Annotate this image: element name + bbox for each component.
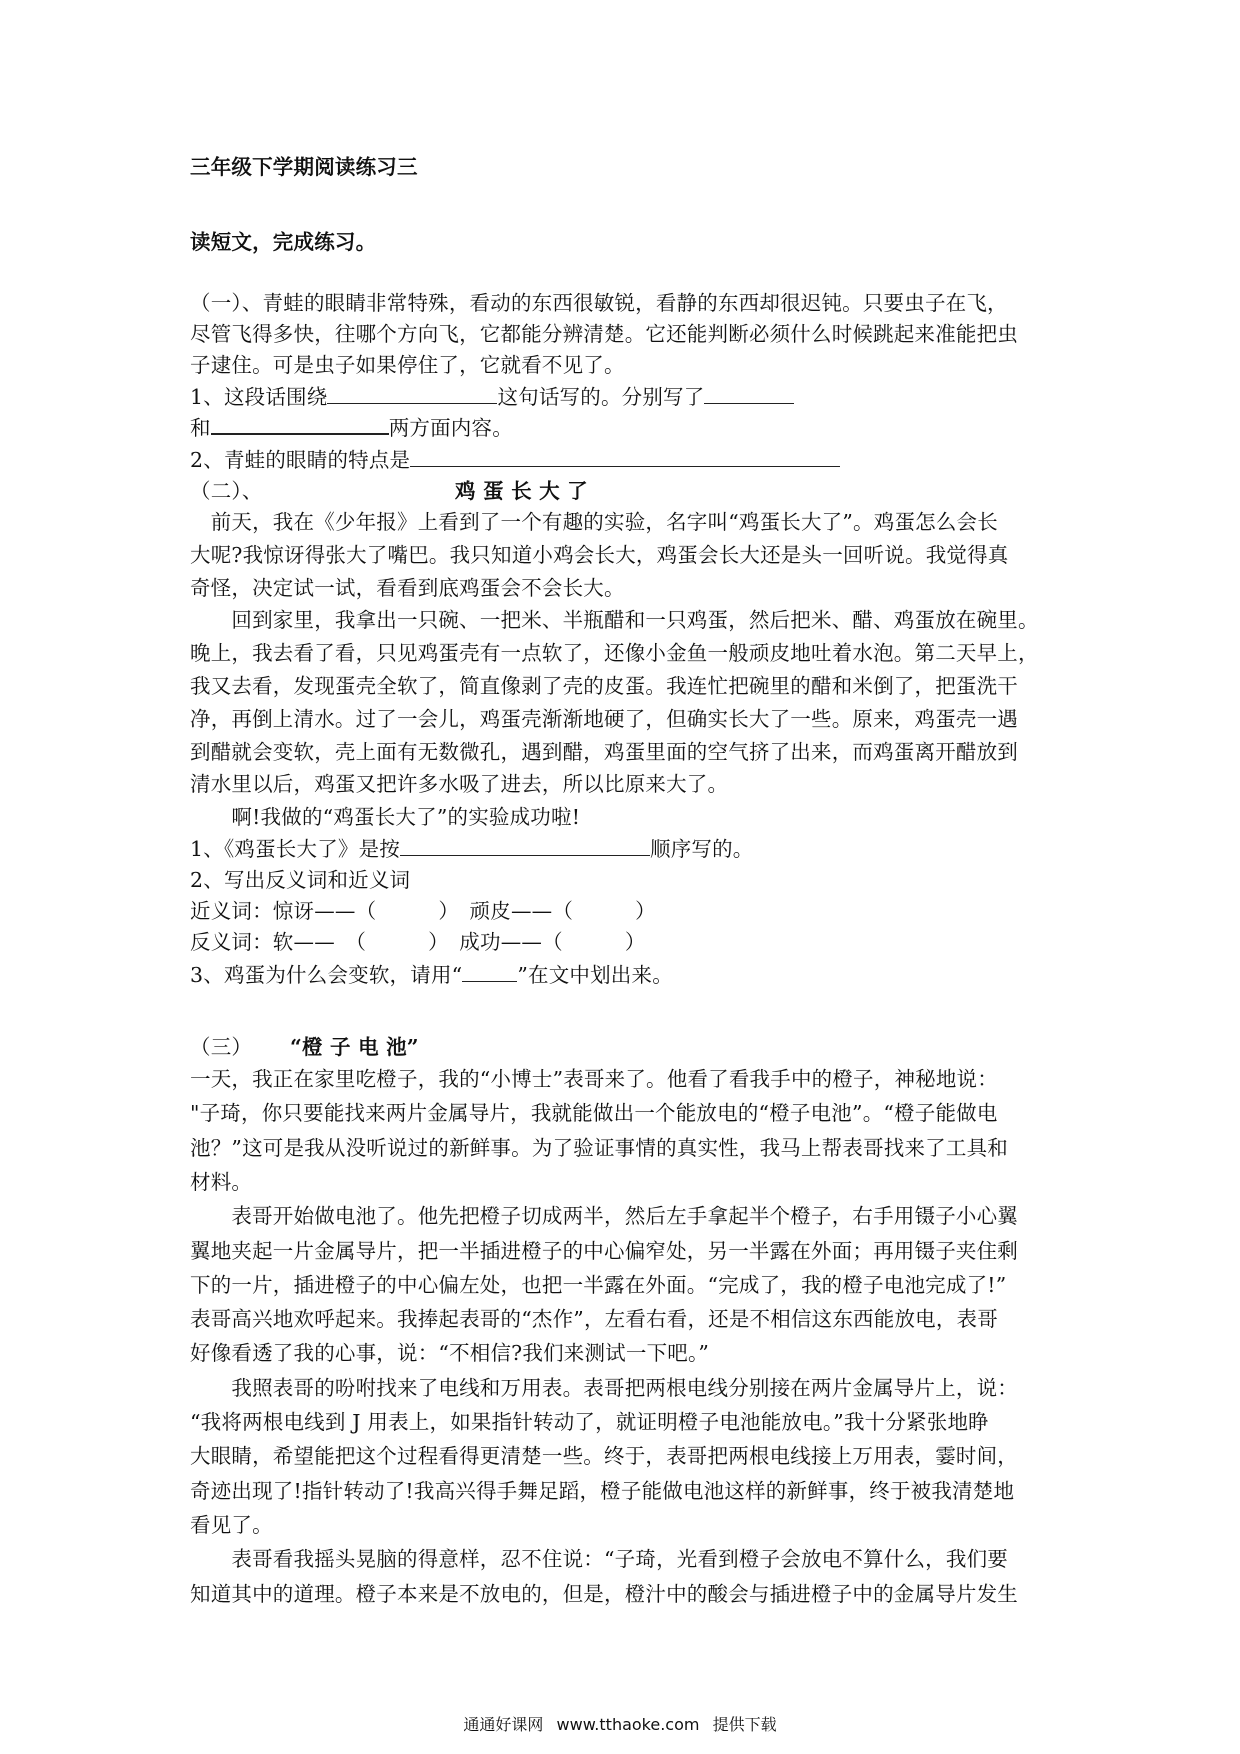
passage-line: 大眼睛，希望能把这个过程看得更清楚一些。终于，表哥把两根电线接上万用表，霎时间， (190, 1444, 1018, 1469)
answer-blank[interactable] (410, 448, 840, 467)
answer-blank[interactable] (327, 385, 497, 404)
passage-line: 一天，我正在家里吃橙子，我的“小博士”表哥来了。他看了看我手中的橙子，神秘地说： (190, 1067, 998, 1091)
passage-line: 晚上，我去看了看，只见鸡蛋壳有一点软了，还像小金鱼一般顽皮地吐着水泡。第二天早上， (190, 641, 1039, 666)
question-text: 2、青蛙的眼睛的特点是 (190, 448, 411, 472)
section-label: （二）、 (190, 479, 263, 503)
question-2-2: 2、写出反义词和近义词 (190, 868, 411, 892)
passage-line: "子琦，你只要能找来两片金属导片，我就能做出一个能放电的“橙子电池”。“橙子能做电 (190, 1101, 998, 1126)
page-title: 三年级下学期阅读练习三 (190, 155, 418, 179)
question-text: 和 (190, 416, 211, 440)
passage-line: 奇迹出现了!指针转动了!我高兴得手舞足蹈，橙子能做电池这样的新鲜事，终于被我清楚地 (190, 1478, 1015, 1503)
section-label: （三） (190, 1035, 253, 1059)
question-text: 两方面内容。 (388, 416, 513, 440)
passage-line: 表哥高兴地欢呼起来。我捧起表哥的“杰作”，左看右看，还是不相信这东西能放电，表哥 (190, 1307, 998, 1332)
passage-line: 我照表哥的吩咐找来了电线和万用表。表哥把两根电线分别接在两片金属导片上，说： (190, 1375, 1018, 1400)
passage-line: 前天，我在《少年报》上看到了一个有趣的实验，名字叫“鸡蛋长大了”。鸡蛋怎么会长 (190, 510, 998, 534)
footer (0, 1712, 1240, 1735)
question-text: 1、《鸡蛋长大了》是按 (190, 837, 400, 861)
passage-line: 材料。 (190, 1169, 253, 1194)
passage-line: 清水里以后，鸡蛋又把许多水吸了进去，所以比原来大了。 (190, 772, 729, 797)
footer-site-name: 通通好课网 (463, 1715, 544, 1734)
question-1-2 (190, 443, 1060, 473)
passage-line: 回到家里，我拿出一只碗、一把米、半瓶醋和一只鸡蛋，然后把米、醋、鸡蛋放在碗里。 (190, 608, 1039, 633)
answer-blank[interactable] (400, 837, 650, 856)
passage-line: 池？”这可是我从没听说过的新鲜事。为了验证事情的真实性，我马上帮表哥找来了工具和 (190, 1135, 1008, 1160)
section-heading: “橙 子 电 池” (290, 1035, 419, 1059)
instruction: 读短文，完成练习。 (190, 230, 377, 254)
passage-line: 我又去看，发现蛋壳全软了，简直像剥了壳的皮蛋。我连忙把碗里的醋和米倒了，把蛋洗干 (190, 674, 1018, 698)
passage-1-line: 子逮住。可是虫子如果停住了，它就看不见了。 (190, 353, 625, 377)
passage-line: 翼地夹起一片金属导片，把一半插进橙子的中心偏窄处，另一半露在外面；再用镊子夹住剩 (190, 1238, 1018, 1263)
question-2-3 (190, 958, 1060, 988)
question-text: 3、鸡蛋为什么会变软，请用“ (190, 963, 463, 987)
passage-line: 看见了。 (190, 1512, 273, 1537)
question-2-1 (190, 832, 1060, 862)
answer-blank[interactable] (704, 385, 794, 404)
synonym-row: 近义词：惊讶——（ ） 顽皮——（ ） (190, 899, 656, 923)
passage-line: 好像看透了我的心事，说：“不相信?我们来测试一下吧。” (190, 1341, 710, 1366)
passage-1-line: 尽管飞得多快，往哪个方向飞，它都能分辨清楚。它还能判断必须什么时候跳起来准能把虫 (190, 322, 1018, 346)
question-1-1 (190, 380, 1060, 410)
footer-suffix: 提供下载 (712, 1715, 777, 1734)
section-heading: 鸡 蛋 长 大 了 (455, 479, 588, 503)
section-2-header (190, 474, 1060, 504)
question-text: ”在文中划出来。 (517, 963, 673, 987)
answer-blank[interactable] (462, 963, 517, 982)
passage-line: 净，再倒上清水。过了一会儿，鸡蛋壳渐渐地硬了，但确实长大了一些。原来，鸡蛋壳一遇 (190, 706, 1018, 731)
passage-line: 到醋就会变软，壳上面有无数微孔，遇到醋，鸡蛋里面的空气挤了出来，而鸡蛋离开醋放到 (190, 739, 1018, 764)
passage-line: “我将两根电线到 J 用表上，如果指针转动了，就证明橙子电池能放电。”我十分紧张地睁 (190, 1410, 989, 1434)
passage-1-line: （一）、青蛙的眼睛非常特殊，看动的东西很敏锐，看静的东西却很迟钝。只要虫子在飞， (190, 291, 1008, 315)
passage-line: 大呢?我惊讶得张大了嘴巴。我只知道小鸡会长大，鸡蛋会长大还是头一回听说。我觉得真 (190, 542, 1009, 567)
antonym-row: 反义词：软—— （ ） 成功——（ ） (190, 930, 646, 954)
passage-line: 下的一片，插进橙子的中心偏左处，也把一半露在外面。“完成了，我的橙子电池完成了!” (190, 1272, 1007, 1297)
answer-blank[interactable] (211, 415, 389, 435)
question-1-1-cont (190, 411, 1060, 441)
passage-line: 奇怪，决定试一试，看看到底鸡蛋会不会长大。 (190, 575, 625, 600)
question-text: 顺序写的。 (650, 837, 754, 861)
passage-line: 知道其中的道理。橙子本来是不放电的，但是，橙汁中的酸会与插进橙子中的金属导片发生 (190, 1581, 1018, 1606)
footer-url[interactable]: www.tthaoke.com (556, 1715, 700, 1734)
question-text: 1、这段话围绕 (190, 385, 328, 409)
section-3-header (190, 1030, 1060, 1060)
passage-line: 啊!我做的“鸡蛋长大了”的实验成功啦! (190, 805, 581, 830)
question-text: 这句话写的。分别写了 (497, 385, 705, 409)
passage-line: 表哥看我摇头晃脑的得意样，忍不住说：“子琦，光看到橙子会放电不算什么，我们要 (190, 1547, 1008, 1572)
passage-line: 表哥开始做电池了。他先把橙子切成两半，然后左手拿起半个橙子，右手用镊子小心翼 (190, 1204, 1018, 1229)
